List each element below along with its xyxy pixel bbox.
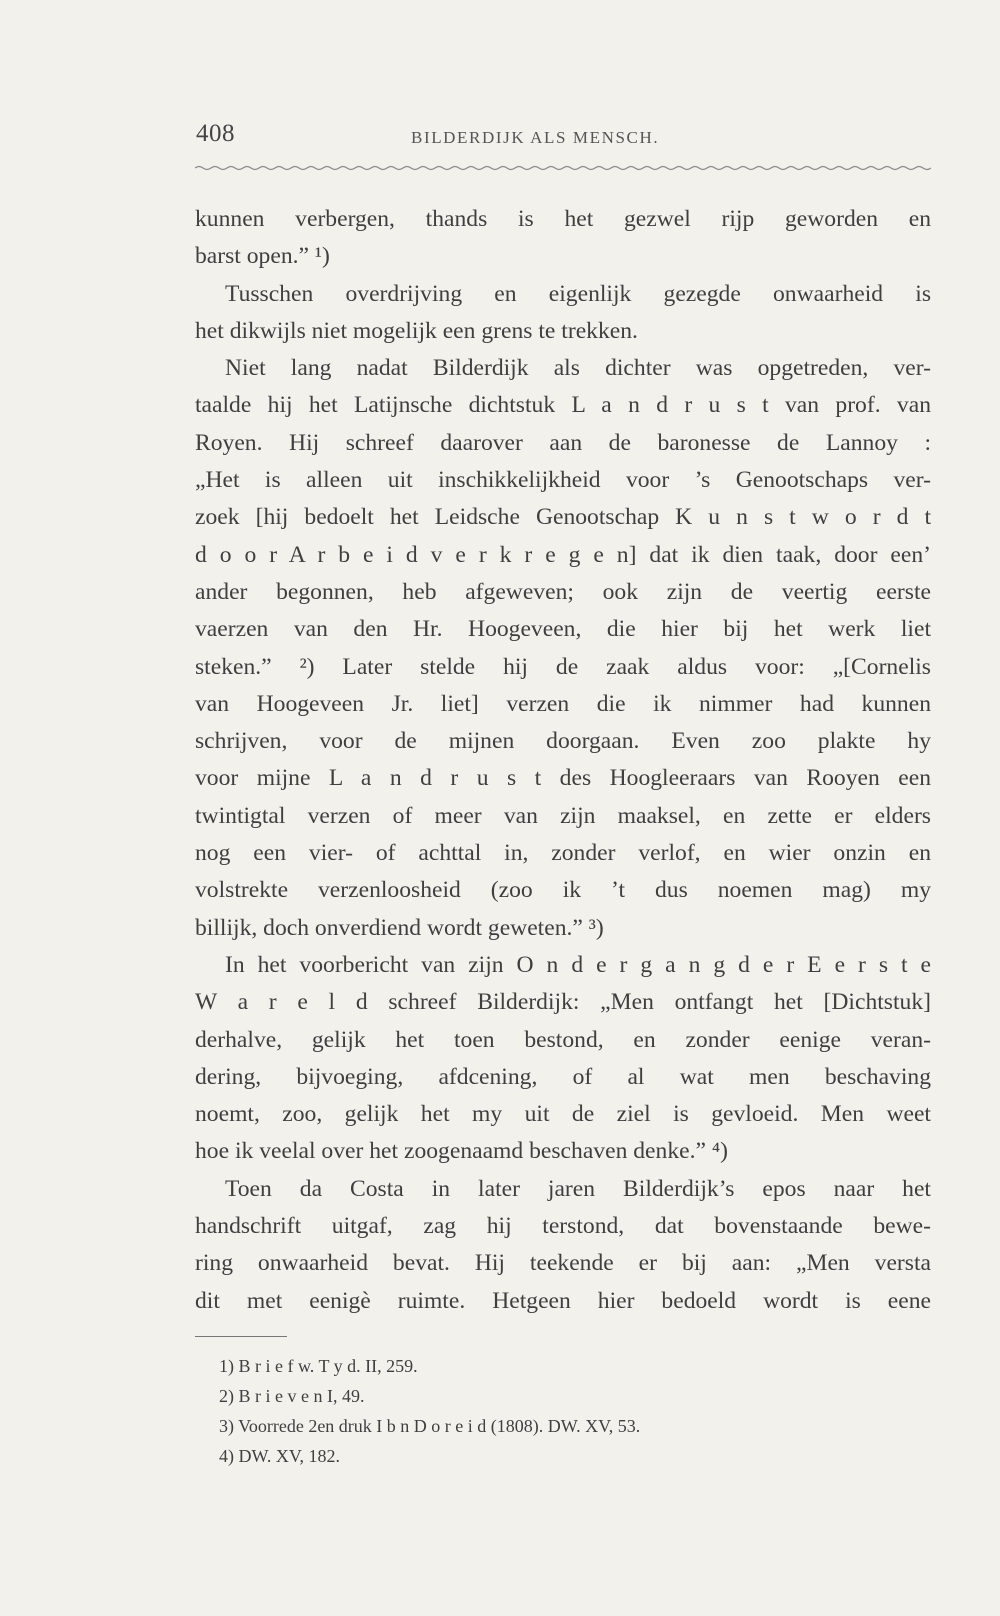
text-line: ander begonnen, heb afgeweven; ook zijn de veertig eerste [195, 578, 931, 605]
body-text [195, 201, 931, 1320]
text-line: nog een vier- of achttal in, zonder verlof, en wier onzin en [195, 840, 931, 867]
text-line: Toen da Costa in later jaren Bilderdijk’s epos naar het [225, 1175, 931, 1202]
text-line: van Hoogeveen Jr. liet] verzen die ik nimmer had kunnen [195, 690, 931, 717]
text-line: Royen. Hij schreef daarover aan de baronesse de Lannoy : [195, 429, 931, 456]
running-head: BILDERDIJK ALS MENSCH. [411, 128, 660, 147]
text-line: Niet lang nadat Bilderdijk als dichter was opgetreden, ver- [225, 355, 931, 382]
text-line: ring onwaarheid bevat. Hij teekende er bij aan: „Men versta [195, 1250, 931, 1277]
text-line: taalde hij het Latijnsche dichtstuk L a n d r u s t van prof. van [195, 392, 931, 419]
text-line: volstrekte verzenloosheid (zoo ik ’t dus noemen mag) my [195, 877, 931, 904]
footnote-rule [195, 1336, 287, 1337]
text-line: billijk, doch onverdiend wordt geweten.” ³) [195, 914, 604, 941]
text-line: schrijven, voor de mijnen doorgaan. Even zoo plakte hy [195, 728, 931, 755]
text-line: barst open.” ¹) [195, 243, 330, 270]
text-line: noemt, zoo, gelijk het my uit de ziel is gevloeid. Men weet [195, 1101, 931, 1128]
text-line: hoe ik veelal over het zoogenaamd beschaven denke.” ⁴) [195, 1138, 728, 1165]
footnotes [219, 1351, 819, 1471]
text-line: W a r e l d schreef Bilderdijk: „Men ontfangt het [Dichtstuk] [195, 989, 931, 1016]
footnote: 1) B r i e f w. T y d. II, 259. [219, 1356, 418, 1376]
text-line: Tusschen overdrijving en eigenlijk gezegde onwaarheid is [225, 280, 931, 307]
text-line: steken.” ²) Later stelde hij de zaak aldus voor: „[Cornelis [195, 653, 931, 680]
text-line: zoek [hij bedoelt het Leidsche Genootschap K u n s t w o r d t [195, 504, 931, 531]
text-line: d o o r A r b e i d v e r k r e g e n] dat ik dien taak, door een’ [195, 541, 931, 568]
text-line: dit met eenigè ruimte. Hetgeen hier bedoeld wordt is eene [195, 1287, 931, 1314]
page-number: 408 [196, 120, 235, 147]
footnote: 3) Voorrede 2en druk I b n D o r e i d (1808). DW. XV, 53. [219, 1416, 641, 1436]
text-line: het dikwijls niet mogelijk een grens te trekken. [195, 317, 638, 344]
text-line: voor mijne L a n d r u s t des Hoogleeraars van Rooyen een [195, 765, 931, 792]
text-line: derhalve, gelijk het toen bestond, en zonder eenige veran- [195, 1026, 931, 1053]
page-header [196, 120, 931, 160]
text-line: vaerzen van den Hr. Hoogeveen, die hier bij het werk liet [195, 616, 931, 643]
footnote: 2) B r i e v e n I, 49. [219, 1386, 365, 1406]
footnote: 4) DW. XV, 182. [219, 1446, 341, 1466]
text-line: handschrift uitgaf, zag hij terstond, dat bovenstaande bewe- [195, 1213, 931, 1240]
text-line: dering, bijvoeging, afdcening, of al wat men beschaving [195, 1063, 931, 1090]
text-line: kunnen verbergen, thands is het gezwel rijp geworden en [195, 206, 931, 232]
text-line: „Het is alleen uit inschikkelijkheid voor ’s Genootschaps ver- [195, 467, 931, 494]
text-line: In het voorbericht van zijn O n d e r g a n g d e r E e r s t e [225, 951, 931, 978]
header-rule [195, 164, 931, 172]
text-line: twintigtal verzen of meer van zijn maaksel, en zette er elders [195, 802, 931, 829]
